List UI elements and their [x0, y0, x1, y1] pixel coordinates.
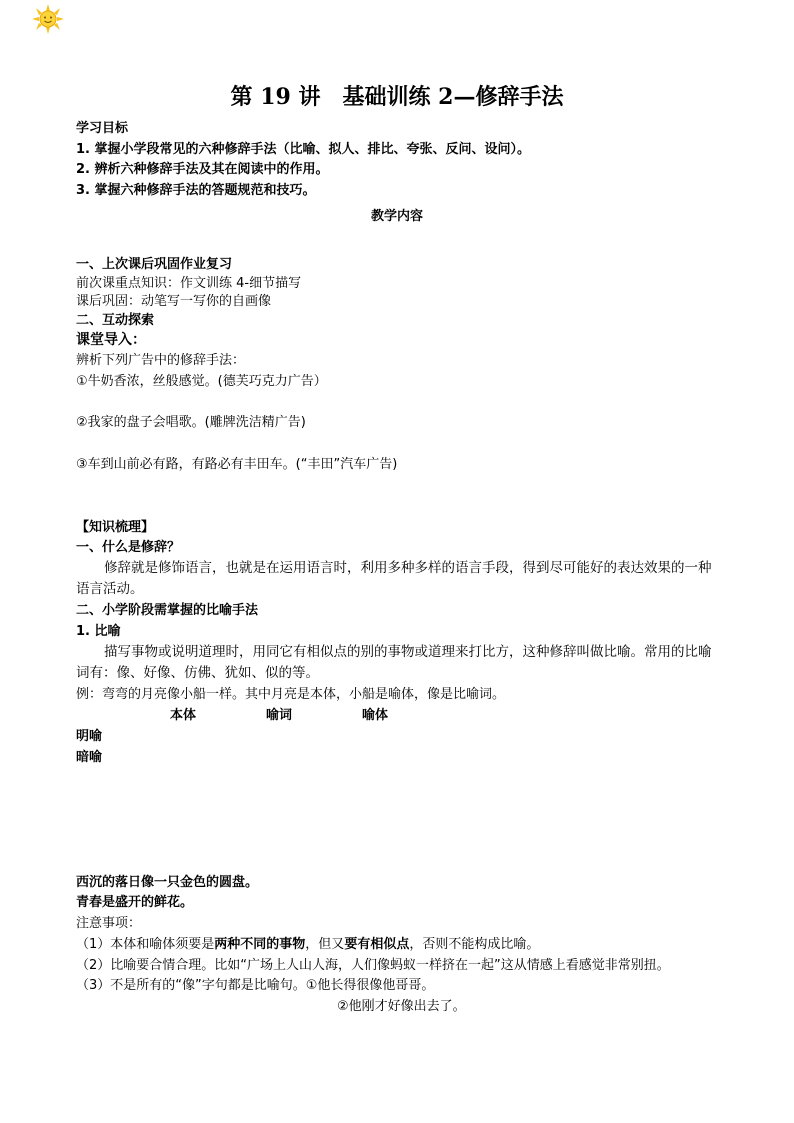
goal-item: 3. 掌握六种修辞手法的答题规范和技巧。 [76, 183, 316, 198]
note-item: （2）比喻要合情合理。比如“广场上人山人海，人们像蚂蚁一样挤在一起”这从情感上看感觉非常别扭。 [76, 958, 670, 973]
note-item: ②他刚才好像出去了。 [337, 999, 466, 1014]
ad-item: ①牛奶香浓，丝般感觉。(德芙巧克力广告） [76, 374, 327, 389]
review-heading: 一、上次课后巩固作业复习 [76, 257, 233, 272]
rhetoric-definition: 修辞就是修饰语言，也就是在运用语言时，利用多种多样的语言手段，得到尽可能好的表达效果的一种语言活动。 [76, 560, 712, 597]
content-heading: 教学内容 [370, 209, 423, 224]
note-text: （1）本体和喻体须要是 [76, 937, 215, 952]
note-text: ，否则不能构成比喻。 [409, 937, 540, 952]
task-text: 辨析下列广告中的修辞手法： [76, 353, 246, 368]
note-item [76, 938, 539, 951]
review-line: 课后巩固：动笔写一写你的自画像 [76, 294, 272, 309]
table-row-label: 明喻 [76, 729, 103, 744]
example-text: 例：弯弯的月亮像小船一样。其中月亮是本体，小船是喻体，像是比喻词。 [76, 687, 506, 702]
note-text: ，但又 [305, 937, 345, 952]
goals-heading: 学习目标 [76, 121, 129, 136]
notes-heading: 注意事项： [76, 916, 142, 931]
intro-heading: 课堂导入： [76, 332, 146, 348]
table-header: 喻词 [266, 708, 293, 723]
table-header: 本体 [170, 708, 197, 723]
knowledge-heading: 【知识梳理】 [76, 520, 155, 535]
table-header: 喻体 [362, 708, 389, 723]
example-sentence: 青春是盛开的鲜花。 [76, 895, 194, 910]
sun-logo-icon [30, 4, 66, 34]
goal-item: 2. 辨析六种修辞手法及其在阅读中的作用。 [76, 162, 329, 177]
explore-heading: 二、互动探索 [76, 313, 155, 328]
question-heading: 二、小学阶段需掌握的比喻手法 [76, 603, 259, 618]
goal-item: 1. 掌握小学段常见的六种修辞手法（比喻、拟人、排比、夸张、反问、设问）。 [76, 142, 531, 157]
note-emphasis: 要有相似点 [344, 937, 410, 952]
example-sentence: 西沉的落日像一只金色的圆盘。 [76, 875, 259, 890]
review-line: 前次课重点知识：作文训练 4-细节描写 [76, 276, 302, 291]
metaphor-heading: 1. 比喻 [76, 624, 121, 639]
note-item: （3）不是所有的“像”字句都是比喻句。①他长得很像他哥哥。 [76, 978, 435, 993]
table-row-label: 暗喻 [76, 750, 103, 765]
question-heading: 一、什么是修辞？ [76, 540, 181, 555]
page-title: 第 19 讲 基础训练 2—修辞手法 [230, 84, 564, 110]
metaphor-definition: 描写事物或说明道理时，用同它有相似点的别的事物或道理来打比方，这种修辞叫做比喻。常用的比喻词有：像、好像、仿佛、犹如、似的等。 [76, 644, 712, 681]
ad-item: ③车到山前必有路，有路必有丰田车。(“丰田”汽车广告) [76, 457, 398, 472]
ad-item: ②我家的盘子会唱歌。(雕牌洗洁精广告) [76, 415, 306, 430]
note-emphasis: 两种不同的事物 [214, 937, 306, 952]
